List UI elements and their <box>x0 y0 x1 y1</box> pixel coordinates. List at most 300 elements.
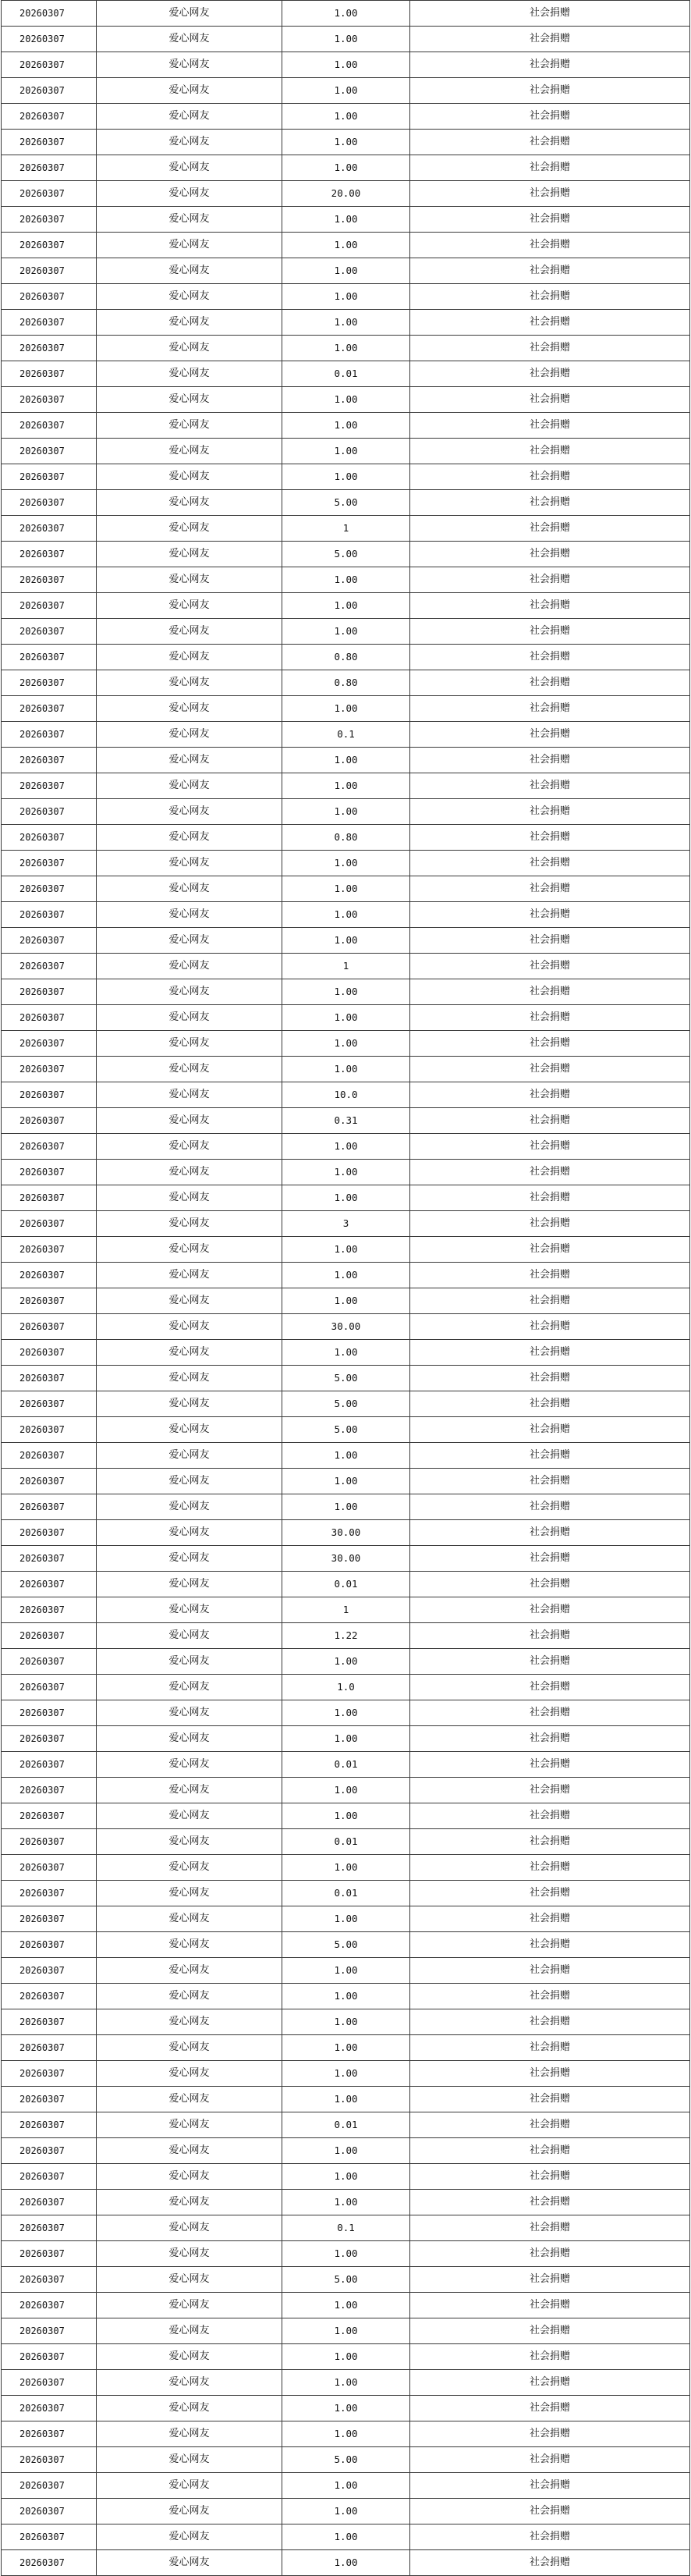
amount-cell: 1.22 <box>282 1623 410 1649</box>
amount-cell: 1.00 <box>282 2087 410 2112</box>
date-cell: 20260307 <box>2 773 97 799</box>
table-row <box>2 851 690 876</box>
date-cell: 20260307 <box>2 542 97 567</box>
purpose-cell: 社会捐赠 <box>410 387 690 413</box>
purpose-cell: 社会捐赠 <box>410 130 690 155</box>
table-row <box>2 2396 690 2421</box>
date-cell: 20260307 <box>2 670 97 696</box>
donor-cell: 爱心网友 <box>97 2344 282 2370</box>
purpose-cell: 社会捐赠 <box>410 799 690 825</box>
date-cell: 20260307 <box>2 1185 97 1211</box>
donor-cell: 爱心网友 <box>97 1649 282 1675</box>
amount-cell: 1.00 <box>282 1906 410 1932</box>
table-row <box>2 928 690 954</box>
date-cell: 20260307 <box>2 567 97 593</box>
date-cell: 20260307 <box>2 2190 97 2215</box>
amount-cell: 0.01 <box>282 361 410 387</box>
purpose-cell: 社会捐赠 <box>410 593 690 619</box>
table-row <box>2 233 690 258</box>
donor-cell: 爱心网友 <box>97 78 282 104</box>
donor-cell: 爱心网友 <box>97 722 282 748</box>
purpose-cell: 社会捐赠 <box>410 1211 690 1237</box>
date-cell: 20260307 <box>2 1211 97 1237</box>
purpose-cell: 社会捐赠 <box>410 1803 690 1829</box>
date-cell: 20260307 <box>2 361 97 387</box>
purpose-cell: 社会捐赠 <box>410 748 690 773</box>
donor-cell: 爱心网友 <box>97 181 282 207</box>
date-cell: 20260307 <box>2 2112 97 2138</box>
date-cell: 20260307 <box>2 439 97 464</box>
table-row <box>2 2112 690 2138</box>
date-cell: 20260307 <box>2 1649 97 1675</box>
donor-cell: 爱心网友 <box>97 2550 282 2576</box>
donor-cell: 爱心网友 <box>97 233 282 258</box>
purpose-cell: 社会捐赠 <box>410 722 690 748</box>
purpose-cell: 社会捐赠 <box>410 2061 690 2087</box>
purpose-cell: 社会捐赠 <box>410 336 690 361</box>
table-row <box>2 1958 690 1984</box>
amount-cell: 1.00 <box>282 2473 410 2499</box>
amount-cell: 1.00 <box>282 284 410 310</box>
amount-cell: 1.00 <box>282 78 410 104</box>
purpose-cell: 社会捐赠 <box>410 876 690 902</box>
amount-cell: 1.00 <box>282 2293 410 2318</box>
date-cell: 20260307 <box>2 1881 97 1906</box>
date-cell: 20260307 <box>2 2164 97 2190</box>
donor-cell: 爱心网友 <box>97 1726 282 1752</box>
purpose-cell: 社会捐赠 <box>410 567 690 593</box>
donor-cell: 爱心网友 <box>97 1082 282 1108</box>
table-row <box>2 645 690 670</box>
table-row <box>2 1443 690 1469</box>
table-row <box>2 1005 690 1031</box>
date-cell: 20260307 <box>2 1778 97 1803</box>
donor-cell: 爱心网友 <box>97 1469 282 1494</box>
table-row <box>2 1082 690 1108</box>
date-cell: 20260307 <box>2 2473 97 2499</box>
date-cell: 20260307 <box>2 516 97 542</box>
table-row <box>2 1597 690 1623</box>
amount-cell: 30.00 <box>282 1520 410 1546</box>
amount-cell: 1.00 <box>282 1031 410 1057</box>
amount-cell: 1.00 <box>282 1237 410 1263</box>
date-cell: 20260307 <box>2 2447 97 2473</box>
donor-cell: 爱心网友 <box>97 979 282 1005</box>
amount-cell: 1.00 <box>282 310 410 336</box>
table-row <box>2 1778 690 1803</box>
amount-cell: 1.00 <box>282 2421 410 2447</box>
table-row <box>2 2344 690 2370</box>
purpose-cell: 社会捐赠 <box>410 258 690 284</box>
table-row <box>2 1906 690 1932</box>
purpose-cell: 社会捐赠 <box>410 1572 690 1597</box>
purpose-cell: 社会捐赠 <box>410 361 690 387</box>
date-cell: 20260307 <box>2 1469 97 1494</box>
amount-cell: 1.00 <box>282 2499 410 2524</box>
amount-cell: 0.80 <box>282 825 410 851</box>
donor-cell: 爱心网友 <box>97 1494 282 1520</box>
date-cell: 20260307 <box>2 1263 97 1288</box>
table-row <box>2 593 690 619</box>
date-cell: 20260307 <box>2 1572 97 1597</box>
purpose-cell: 社会捐赠 <box>410 1546 690 1572</box>
purpose-cell: 社会捐赠 <box>410 1700 690 1726</box>
table-row <box>2 2215 690 2241</box>
purpose-cell: 社会捐赠 <box>410 979 690 1005</box>
purpose-cell: 社会捐赠 <box>410 619 690 645</box>
amount-cell: 5.00 <box>282 1932 410 1958</box>
donor-cell: 爱心网友 <box>97 1984 282 2009</box>
donor-cell: 爱心网友 <box>97 1366 282 1391</box>
donor-cell: 爱心网友 <box>97 207 282 233</box>
date-cell: 20260307 <box>2 2267 97 2293</box>
amount-cell: 1.00 <box>282 876 410 902</box>
donor-cell: 爱心网友 <box>97 413 282 439</box>
purpose-cell: 社会捐赠 <box>410 1752 690 1778</box>
purpose-cell: 社会捐赠 <box>410 1726 690 1752</box>
amount-cell: 5.00 <box>282 2447 410 2473</box>
purpose-cell: 社会捐赠 <box>410 2164 690 2190</box>
purpose-cell: 社会捐赠 <box>410 2447 690 2473</box>
purpose-cell: 社会捐赠 <box>410 2087 690 2112</box>
donor-cell: 爱心网友 <box>97 1108 282 1134</box>
table-row <box>2 130 690 155</box>
donor-cell: 爱心网友 <box>97 1906 282 1932</box>
donor-cell: 爱心网友 <box>97 1803 282 1829</box>
date-cell: 20260307 <box>2 2421 97 2447</box>
table-row <box>2 2473 690 2499</box>
amount-cell: 1.00 <box>282 439 410 464</box>
purpose-cell: 社会捐赠 <box>410 1443 690 1469</box>
amount-cell: 5.00 <box>282 490 410 516</box>
table-row <box>2 439 690 464</box>
table-row <box>2 1237 690 1263</box>
amount-cell: 1.00 <box>282 1340 410 1366</box>
purpose-cell: 社会捐赠 <box>410 490 690 516</box>
purpose-cell: 社会捐赠 <box>410 1597 690 1623</box>
table-row <box>2 979 690 1005</box>
donor-cell: 爱心网友 <box>97 2112 282 2138</box>
donor-cell: 爱心网友 <box>97 2267 282 2293</box>
amount-cell: 1.00 <box>282 1494 410 1520</box>
purpose-cell: 社会捐赠 <box>410 1984 690 2009</box>
donor-cell: 爱心网友 <box>97 516 282 542</box>
table-row <box>2 1829 690 1855</box>
donor-cell: 爱心网友 <box>97 2447 282 2473</box>
purpose-cell: 社会捐赠 <box>410 1469 690 1494</box>
date-cell: 20260307 <box>2 104 97 130</box>
donor-cell: 爱心网友 <box>97 1263 282 1288</box>
amount-cell: 20.00 <box>282 181 410 207</box>
donor-cell: 爱心网友 <box>97 2190 282 2215</box>
purpose-cell: 社会捐赠 <box>410 2112 690 2138</box>
amount-cell: 1.00 <box>282 1263 410 1288</box>
amount-cell: 1.00 <box>282 2370 410 2396</box>
table-row <box>2 1572 690 1597</box>
amount-cell: 1.00 <box>282 1778 410 1803</box>
donor-cell: 爱心网友 <box>97 27 282 52</box>
donor-cell: 爱心网友 <box>97 2215 282 2241</box>
amount-cell: 1.00 <box>282 130 410 155</box>
purpose-cell: 社会捐赠 <box>410 2499 690 2524</box>
table-row <box>2 2370 690 2396</box>
purpose-cell: 社会捐赠 <box>410 1829 690 1855</box>
donor-cell: 爱心网友 <box>97 2499 282 2524</box>
amount-cell: 5.00 <box>282 1366 410 1391</box>
table-row <box>2 336 690 361</box>
amount-cell: 10.0 <box>282 1082 410 1108</box>
table-row <box>2 1211 690 1237</box>
amount-cell: 1 <box>282 1597 410 1623</box>
amount-cell: 1.00 <box>282 2035 410 2061</box>
donor-cell: 爱心网友 <box>97 155 282 181</box>
date-cell: 20260307 <box>2 619 97 645</box>
amount-cell: 1.00 <box>282 748 410 773</box>
date-cell: 20260307 <box>2 1829 97 1855</box>
donor-cell: 爱心网友 <box>97 464 282 490</box>
purpose-cell: 社会捐赠 <box>410 1160 690 1185</box>
date-cell: 20260307 <box>2 979 97 1005</box>
donor-cell: 爱心网友 <box>97 2318 282 2344</box>
purpose-cell: 社会捐赠 <box>410 516 690 542</box>
table-row <box>2 2164 690 2190</box>
donor-cell: 爱心网友 <box>97 1855 282 1881</box>
date-cell: 20260307 <box>2 233 97 258</box>
table-row <box>2 155 690 181</box>
table-row <box>2 181 690 207</box>
date-cell: 20260307 <box>2 1675 97 1700</box>
table-row <box>2 2241 690 2267</box>
date-cell: 20260307 <box>2 1108 97 1134</box>
purpose-cell: 社会捐赠 <box>410 155 690 181</box>
purpose-cell: 社会捐赠 <box>410 1237 690 1263</box>
purpose-cell: 社会捐赠 <box>410 1391 690 1417</box>
purpose-cell: 社会捐赠 <box>410 2318 690 2344</box>
table-row <box>2 310 690 336</box>
table-row <box>2 2499 690 2524</box>
amount-cell: 1.00 <box>282 1443 410 1469</box>
purpose-cell: 社会捐赠 <box>410 1 690 27</box>
donor-cell: 爱心网友 <box>97 52 282 78</box>
donor-cell: 爱心网友 <box>97 2293 282 2318</box>
purpose-cell: 社会捐赠 <box>410 1417 690 1443</box>
purpose-cell: 社会捐赠 <box>410 1057 690 1082</box>
date-cell: 20260307 <box>2 1 97 27</box>
date-cell: 20260307 <box>2 2524 97 2550</box>
donor-cell: 爱心网友 <box>97 1005 282 1031</box>
purpose-cell: 社会捐赠 <box>410 1134 690 1160</box>
purpose-cell: 社会捐赠 <box>410 1288 690 1314</box>
date-cell: 20260307 <box>2 1057 97 1082</box>
date-cell: 20260307 <box>2 78 97 104</box>
table-row <box>2 78 690 104</box>
amount-cell: 0.1 <box>282 722 410 748</box>
donor-cell: 爱心网友 <box>97 670 282 696</box>
purpose-cell: 社会捐赠 <box>410 27 690 52</box>
amount-cell: 0.80 <box>282 670 410 696</box>
amount-cell: 1.00 <box>282 2061 410 2087</box>
donor-cell: 爱心网友 <box>97 542 282 567</box>
donor-cell: 爱心网友 <box>97 876 282 902</box>
amount-cell: 1.00 <box>282 1649 410 1675</box>
donor-cell: 爱心网友 <box>97 902 282 928</box>
date-cell: 20260307 <box>2 1726 97 1752</box>
amount-cell: 1.0 <box>282 1675 410 1700</box>
amount-cell: 1.00 <box>282 1057 410 1082</box>
donor-cell: 爱心网友 <box>97 696 282 722</box>
donor-cell: 爱心网友 <box>97 1932 282 1958</box>
purpose-cell: 社会捐赠 <box>410 1855 690 1881</box>
purpose-cell: 社会捐赠 <box>410 1108 690 1134</box>
purpose-cell: 社会捐赠 <box>410 2524 690 2550</box>
donor-cell: 爱心网友 <box>97 1288 282 1314</box>
amount-cell: 1 <box>282 954 410 979</box>
date-cell: 20260307 <box>2 2215 97 2241</box>
purpose-cell: 社会捐赠 <box>410 2473 690 2499</box>
amount-cell: 1.00 <box>282 1726 410 1752</box>
table-row <box>2 773 690 799</box>
purpose-cell: 社会捐赠 <box>410 1675 690 1700</box>
date-cell: 20260307 <box>2 387 97 413</box>
table-row <box>2 619 690 645</box>
date-cell: 20260307 <box>2 1958 97 1984</box>
amount-cell: 1.00 <box>282 27 410 52</box>
donor-cell: 爱心网友 <box>97 258 282 284</box>
purpose-cell: 社会捐赠 <box>410 1340 690 1366</box>
date-cell: 20260307 <box>2 696 97 722</box>
purpose-cell: 社会捐赠 <box>410 2370 690 2396</box>
table-row <box>2 1288 690 1314</box>
purpose-cell: 社会捐赠 <box>410 1005 690 1031</box>
donor-cell: 爱心网友 <box>97 2421 282 2447</box>
purpose-cell: 社会捐赠 <box>410 2421 690 2447</box>
purpose-cell: 社会捐赠 <box>410 464 690 490</box>
amount-cell: 1.00 <box>282 773 410 799</box>
donation-table-body <box>2 1 690 2576</box>
donor-cell: 爱心网友 <box>97 2396 282 2421</box>
table-row <box>2 258 690 284</box>
purpose-cell: 社会捐赠 <box>410 2241 690 2267</box>
amount-cell: 1.00 <box>282 387 410 413</box>
purpose-cell: 社会捐赠 <box>410 2035 690 2061</box>
purpose-cell: 社会捐赠 <box>410 954 690 979</box>
purpose-cell: 社会捐赠 <box>410 2190 690 2215</box>
donor-cell: 爱心网友 <box>97 1572 282 1597</box>
donor-cell: 爱心网友 <box>97 1031 282 1057</box>
table-row <box>2 2293 690 2318</box>
date-cell: 20260307 <box>2 748 97 773</box>
purpose-cell: 社会捐赠 <box>410 2550 690 2576</box>
amount-cell: 1.00 <box>282 464 410 490</box>
amount-cell: 1.00 <box>282 155 410 181</box>
donor-cell: 爱心网友 <box>97 645 282 670</box>
purpose-cell: 社会捐赠 <box>410 310 690 336</box>
donor-cell: 爱心网友 <box>97 310 282 336</box>
date-cell: 20260307 <box>2 1623 97 1649</box>
date-cell: 20260307 <box>2 181 97 207</box>
donation-table <box>1 0 690 2576</box>
amount-cell: 1.00 <box>282 1160 410 1185</box>
amount-cell: 3 <box>282 1211 410 1237</box>
date-cell: 20260307 <box>2 1391 97 1417</box>
date-cell: 20260307 <box>2 464 97 490</box>
table-row <box>2 2009 690 2035</box>
donor-cell: 爱心网友 <box>97 773 282 799</box>
table-row <box>2 2035 690 2061</box>
table-row <box>2 104 690 130</box>
donor-cell: 爱心网友 <box>97 2473 282 2499</box>
table-row <box>2 1855 690 1881</box>
table-row <box>2 464 690 490</box>
purpose-cell: 社会捐赠 <box>410 233 690 258</box>
purpose-cell: 社会捐赠 <box>410 851 690 876</box>
purpose-cell: 社会捐赠 <box>410 1649 690 1675</box>
amount-cell: 1.00 <box>282 2164 410 2190</box>
purpose-cell: 社会捐赠 <box>410 1185 690 1211</box>
table-row <box>2 2524 690 2550</box>
donor-cell: 爱心网友 <box>97 1520 282 1546</box>
donor-cell: 爱心网友 <box>97 928 282 954</box>
table-row <box>2 413 690 439</box>
amount-cell: 5.00 <box>282 1391 410 1417</box>
purpose-cell: 社会捐赠 <box>410 1494 690 1520</box>
purpose-cell: 社会捐赠 <box>410 78 690 104</box>
donor-cell: 爱心网友 <box>97 1314 282 1340</box>
donor-cell: 爱心网友 <box>97 2138 282 2164</box>
date-cell: 20260307 <box>2 1134 97 1160</box>
donor-cell: 爱心网友 <box>97 1 282 27</box>
date-cell: 20260307 <box>2 2293 97 2318</box>
date-cell: 20260307 <box>2 1494 97 1520</box>
donor-cell: 爱心网友 <box>97 1391 282 1417</box>
purpose-cell: 社会捐赠 <box>410 52 690 78</box>
donor-cell: 爱心网友 <box>97 1881 282 1906</box>
amount-cell: 1.00 <box>282 979 410 1005</box>
amount-cell: 1.00 <box>282 2524 410 2550</box>
purpose-cell: 社会捐赠 <box>410 207 690 233</box>
donor-cell: 爱心网友 <box>97 2087 282 2112</box>
table-row <box>2 1675 690 1700</box>
amount-cell: 0.01 <box>282 1881 410 1906</box>
amount-cell: 5.00 <box>282 542 410 567</box>
purpose-cell: 社会捐赠 <box>410 670 690 696</box>
donor-cell: 爱心网友 <box>97 336 282 361</box>
purpose-cell: 社会捐赠 <box>410 2215 690 2241</box>
table-row <box>2 1057 690 1082</box>
date-cell: 20260307 <box>2 27 97 52</box>
table-row <box>2 1314 690 1340</box>
date-cell: 20260307 <box>2 1520 97 1546</box>
amount-cell: 1.00 <box>282 2550 410 2576</box>
table-row <box>2 722 690 748</box>
table-row <box>2 2061 690 2087</box>
table-row <box>2 1134 690 1160</box>
donor-cell: 爱心网友 <box>97 567 282 593</box>
donor-cell: 爱心网友 <box>97 1829 282 1855</box>
date-cell: 20260307 <box>2 1417 97 1443</box>
date-cell: 20260307 <box>2 1031 97 1057</box>
amount-cell: 1.00 <box>282 233 410 258</box>
purpose-cell: 社会捐赠 <box>410 2396 690 2421</box>
donor-cell: 爱心网友 <box>97 799 282 825</box>
date-cell: 20260307 <box>2 52 97 78</box>
purpose-cell: 社会捐赠 <box>410 1932 690 1958</box>
amount-cell: 1.00 <box>282 413 410 439</box>
date-cell: 20260307 <box>2 413 97 439</box>
date-cell: 20260307 <box>2 954 97 979</box>
date-cell: 20260307 <box>2 1700 97 1726</box>
date-cell: 20260307 <box>2 1314 97 1340</box>
